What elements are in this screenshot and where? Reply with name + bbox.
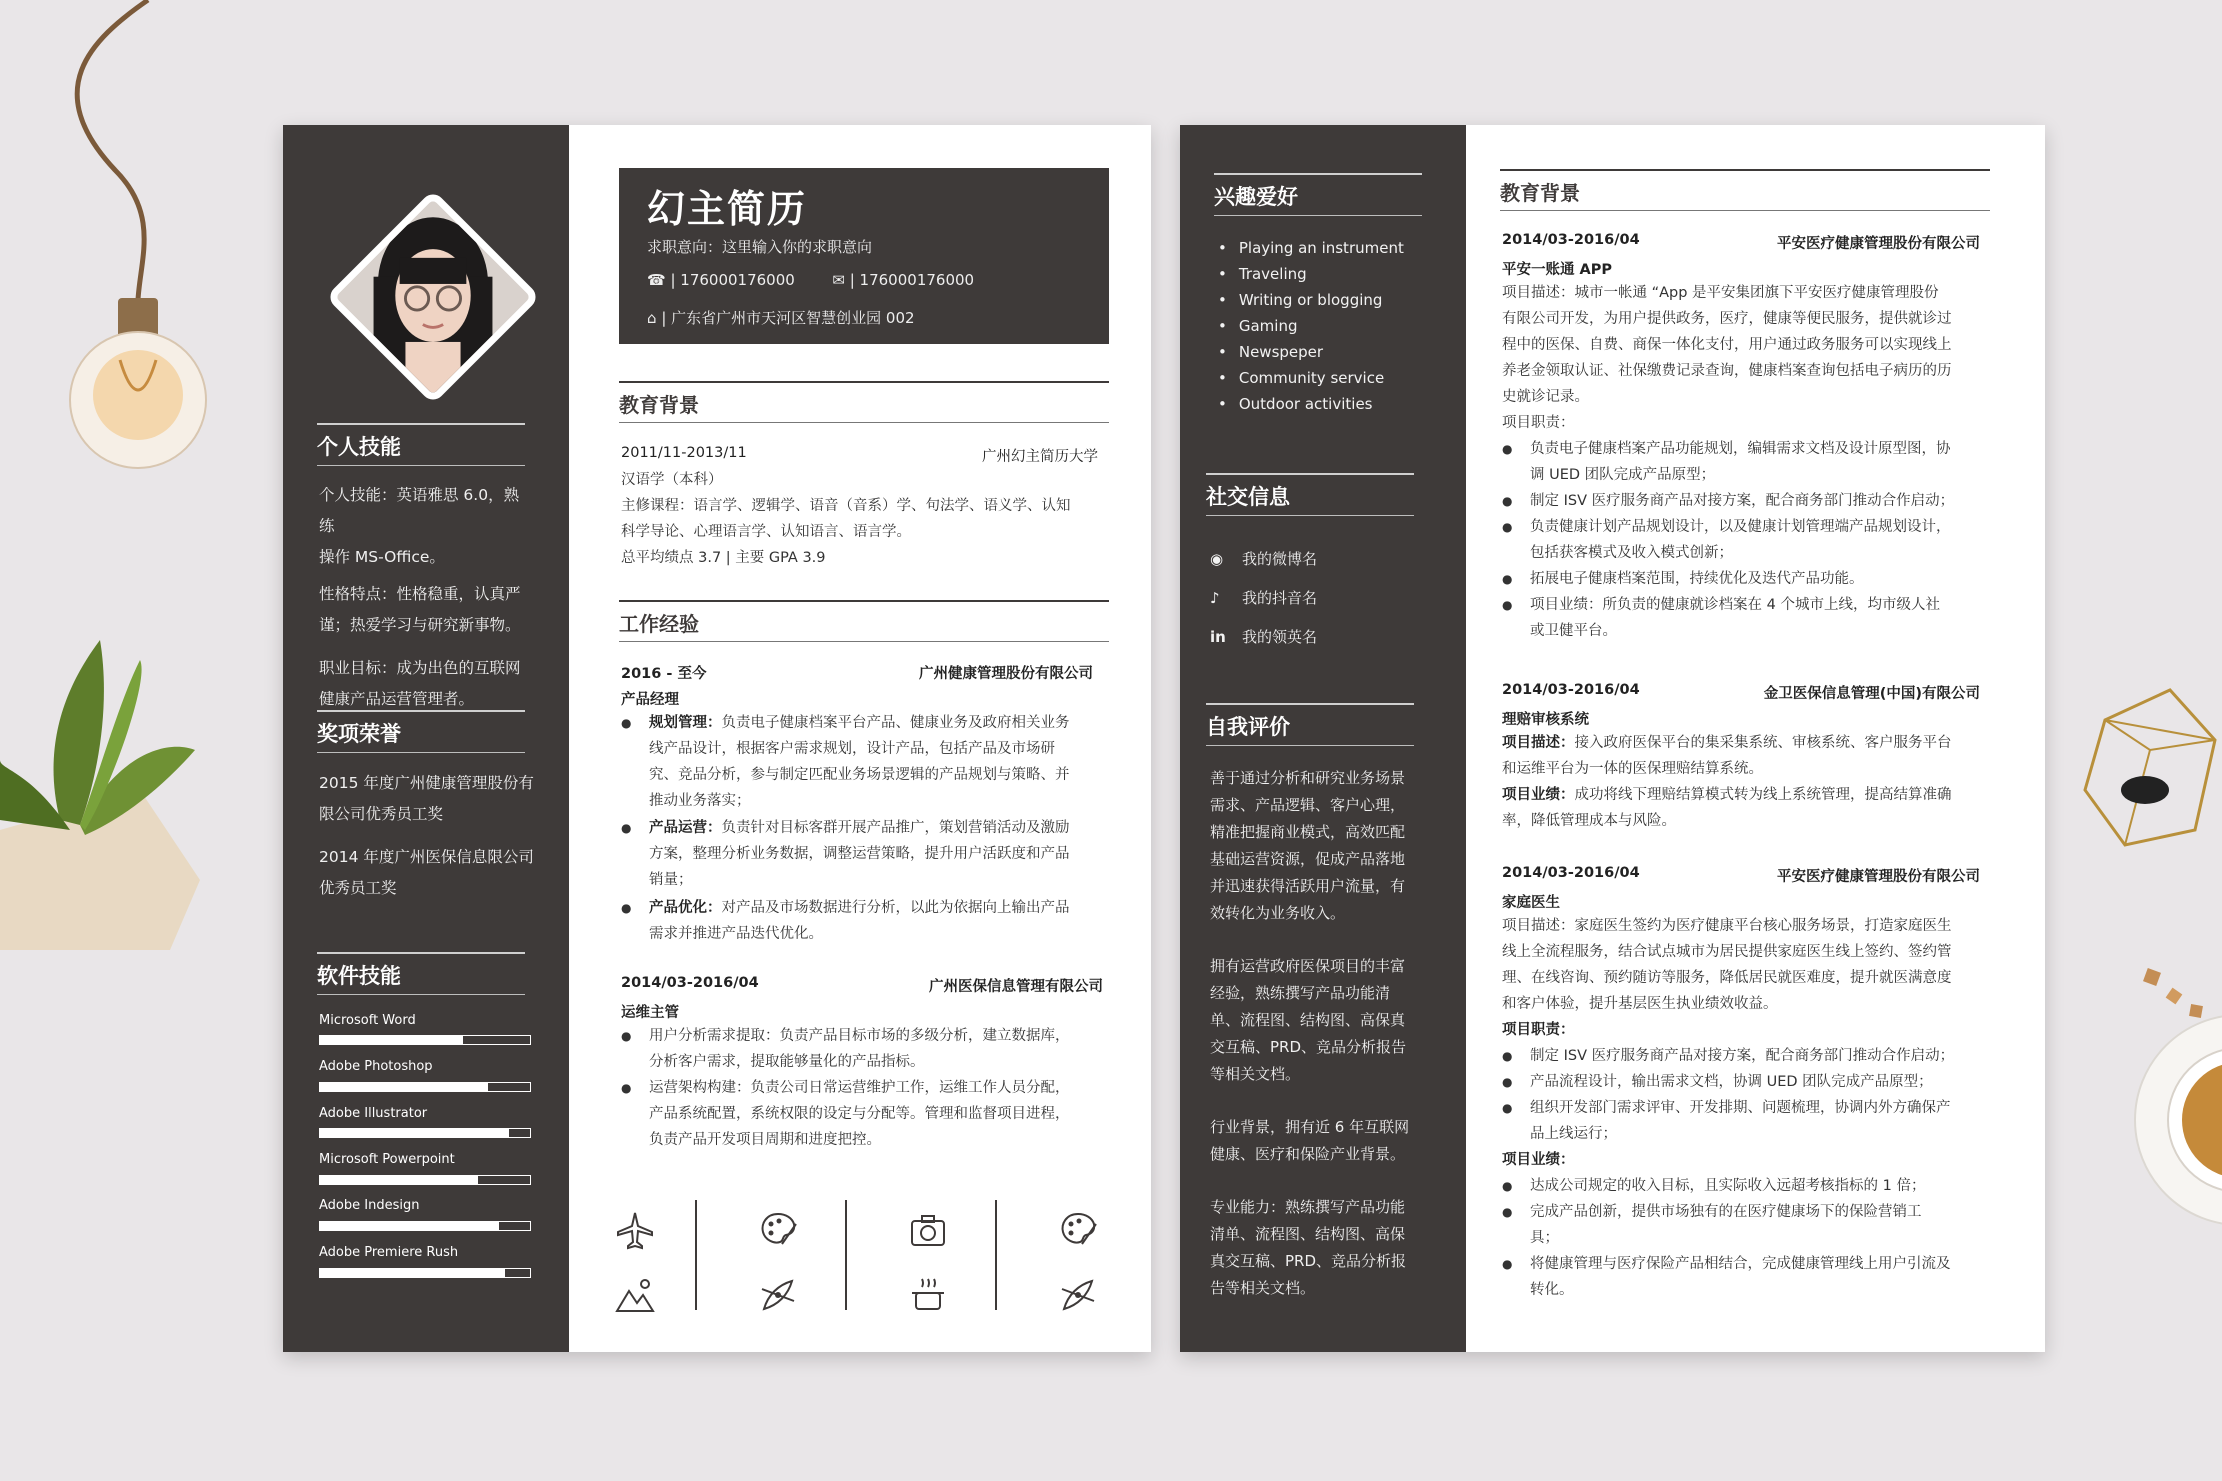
bullet-label: 规划管理：: [649, 715, 722, 731]
self-eval-line: 交互稿、PRD、竞品分析报告: [1210, 1038, 1407, 1056]
palette-icon: [758, 1210, 798, 1250]
left-sidebar: [283, 125, 569, 1352]
personality-line: 谨；热爱学习与研究新事物。: [319, 616, 521, 634]
desc-line: 项目描述：家庭医生签约为医疗健康平台核心服务场景，打造家庭医生: [1502, 918, 1952, 934]
bullet-label: 产品运营：: [649, 820, 722, 836]
bullet-text: ● 运营架构构建：负责公司日常运营维护工作，运维工作人员分配，: [649, 1080, 1070, 1096]
avatar: [326, 190, 541, 405]
social-heading: 社交信息: [1206, 473, 1414, 516]
project2-company: 金卫医保信息管理(中国)有限公司: [1763, 686, 1980, 702]
desc-line: 接入政府医保平台的集采集系统、审核系统、客户服务平台: [1574, 735, 1952, 751]
project3-result-bullet: [1502, 1199, 2000, 1251]
desc-line: 线上全流程服务，结合试点城市为居民提供家庭医生线上签约、签约管: [1502, 944, 1952, 960]
phone-number: | 176000176000: [670, 271, 795, 289]
job1-date: 2016 - 至今: [621, 666, 707, 682]
self-eval-line: 健康、医疗和保险产业背景。: [1210, 1145, 1406, 1163]
project1-description: [1502, 280, 1992, 436]
self-eval-line: 行业背景，拥有近 6 年互联网: [1210, 1118, 1410, 1136]
software-level-bar: [319, 1175, 531, 1185]
bullet-text: 分析客户需求，提取能够量化的产品指标。: [649, 1054, 925, 1070]
project3-name: 家庭医生: [1502, 895, 1560, 911]
job1-role: 产品经理: [621, 692, 679, 708]
bullet-text: ● 将健康管理与医疗保险产品相结合，完成健康管理线上用户引流及: [1530, 1256, 1951, 1272]
self-eval-line: 经验，熟练撰写产品功能清: [1210, 984, 1391, 1002]
project1-name: 平安一账通 APP: [1502, 262, 1613, 278]
awards-heading: 奖项荣誉: [317, 710, 525, 753]
project1-bullet: [1502, 514, 2000, 566]
self-eval-line: 清单、流程图、结构图、高保: [1210, 1225, 1406, 1243]
software-name: Adobe Indesign: [319, 1198, 420, 1213]
project3-result-bullet: [1502, 1173, 2000, 1199]
project3-bullet: [1502, 1095, 2000, 1147]
profile-photo-frame: [331, 195, 521, 385]
job1-bullet: [621, 815, 1119, 893]
self-eval-line: 需求、产品逻辑、客户心理，: [1210, 796, 1406, 814]
desc-label: 项目描述：: [1502, 735, 1575, 751]
self-eval-line: 单、流程图、结构图、高保真: [1210, 1011, 1406, 1029]
bullet-text: 或卫健平台。: [1530, 623, 1617, 639]
software-level-fill: [320, 1129, 509, 1137]
education-courses: 主修课程：语言学、逻辑学、语音（音系）学、句法学、语义学、认知: [621, 498, 1071, 514]
job2-role: 运维主管: [621, 1005, 679, 1021]
weibo-icon: ◉: [1210, 550, 1224, 568]
award-item: 限公司优秀员工奖: [319, 805, 444, 823]
software-level-fill: [320, 1083, 488, 1091]
desc-line: 理、在线咨询、预约随访等服务，降低居民就医难度，提升就医满意度: [1502, 970, 1952, 986]
social-weibo: [1210, 548, 1317, 569]
linkedin-icon: in: [1210, 628, 1226, 646]
project3-bullet: [1502, 1069, 2000, 1095]
goal-line: 职业目标：成为出色的互联网: [319, 659, 521, 677]
self-eval-line: 拥有运营政府医保项目的丰富: [1210, 957, 1406, 975]
bullet-text: ● 拓展电子健康档案范围，持续优化及迭代产品功能。: [1530, 571, 1864, 587]
software-level-bar: [319, 1268, 531, 1278]
coffee-cup-decor: [2090, 960, 2222, 1240]
project3-description: [1502, 913, 1992, 1043]
self-eval-line: 基础运营资源，促成产品落地: [1210, 850, 1406, 868]
bullet-text: 负责产品开发项目周期和进度把控。: [649, 1132, 881, 1148]
left-sidebar: [1180, 125, 1466, 1352]
result-line: 率，降低管理成本与风险。: [1502, 813, 1676, 829]
social-linkedin: [1210, 626, 1317, 647]
email-address: | 176000176000: [849, 271, 975, 289]
bullet-text: ● 负责健康计划产品规划设计，以及健康计划管理端产品规划设计，: [1530, 519, 1951, 535]
self-eval-line: 等相关文档。: [1210, 1065, 1301, 1083]
bullet-text: 转化。: [1530, 1282, 1574, 1298]
education-date: 2011/11-2013/11: [621, 445, 747, 461]
project1-company: 平安医疗健康管理股份有限公司: [1777, 236, 1980, 252]
bullet-text: 负责针对目标客群开展产品推广，策划营销活动及激励: [721, 820, 1070, 836]
self-eval-line: 效转化为业务收入。: [1210, 904, 1346, 922]
kayak-icon: [758, 1275, 798, 1315]
bullet-text: 对产品及市场数据进行分析，以此为依据向上输出产品: [721, 900, 1070, 916]
linkedin-name: 我的领英名: [1242, 628, 1318, 646]
bullet-text: 销量；: [649, 872, 693, 888]
bullet-text: 调 UED 团队完成产品原型；: [1530, 467, 1716, 483]
project1-bullet: [1502, 592, 2000, 644]
tiktok-icon: ♪: [1210, 589, 1220, 607]
project3-company: 平安医疗健康管理股份有限公司: [1777, 869, 1980, 885]
hobby-icons: [613, 1200, 1113, 1335]
bullet-text: ● 达成公司规定的收入目标，且实际收入远超考核指标的 1 倍；: [1530, 1178, 1926, 1194]
software-name: Adobe Premiere Rush: [319, 1245, 459, 1260]
social-douyin: [1210, 587, 1317, 608]
personality-line: 性格特点：性格稳重，认真严: [319, 585, 521, 603]
resume-page-1: [283, 125, 1151, 1352]
work-heading: 工作经验: [619, 600, 1109, 642]
hobby-item: • Writing or blogging: [1218, 291, 1382, 309]
education-school: 广州幻主简历大学: [982, 449, 1098, 465]
bullet-text: 产品系统配置，系统权限的设定与分配等。管理和监督项目进程，: [649, 1106, 1070, 1122]
self-eval-line: 善于通过分析和研究业务场景: [1210, 769, 1406, 787]
desc-line: 和客户体验，提升基层医生执业绩效收益。: [1502, 996, 1778, 1012]
phone-icon: ☎: [647, 271, 666, 289]
hobby-item: • Newspeper: [1218, 343, 1323, 361]
bullet-text: 具；: [1530, 1230, 1559, 1246]
divider: [695, 1200, 697, 1310]
potted-plant-decor: [0, 620, 200, 950]
contact-line: [647, 271, 974, 289]
job-intent: 求职意向：这里输入你的求职意向: [647, 238, 873, 256]
hobbies-heading: 兴趣爱好: [1214, 173, 1422, 216]
job2-bullet: [621, 1075, 1119, 1153]
software-name: Adobe Illustrator: [319, 1106, 428, 1121]
mail-icon: ✉: [832, 271, 845, 289]
project3-date: 2014/03-2016/04: [1502, 865, 1640, 881]
bullet-text: ● 产品流程设计，输出需求文档，协调 UED 团队完成产品原型；: [1530, 1074, 1933, 1090]
self-eval-heading: 自我评价: [1206, 703, 1414, 746]
desc-line: 史就诊记录。: [1502, 389, 1589, 405]
education-major: 汉语学（本科）: [621, 472, 723, 488]
hobby-item: • Outdoor activities: [1218, 395, 1373, 413]
result-line: 成功将线下理赔结算模式转为线上系统管理，提高结算准确: [1574, 787, 1952, 803]
software-level-bar: [319, 1128, 531, 1138]
candle-holder-decor: [2075, 680, 2222, 855]
self-eval-line: 专业能力：熟练撰写产品功能: [1210, 1198, 1406, 1216]
result-label: 项目业绩：: [1502, 787, 1575, 803]
home-icon: ⌂: [647, 309, 657, 327]
bullet-text: ● 制定 ISV 医疗服务商产品对接方案，配合商务部门推动合作启动；: [1530, 1048, 1955, 1064]
bullet-text: 需求并推进产品迭代优化。: [649, 926, 823, 942]
project2-name: 理赔审核系统: [1502, 712, 1589, 728]
job2-bullet: [621, 1023, 1119, 1075]
hobby-item: • Gaming: [1218, 317, 1297, 335]
education-courses: 科学导论、心理语言学、认知语言、语言学。: [621, 524, 911, 540]
software-level-fill: [320, 1269, 505, 1277]
desc-line: 项目描述：城市一帐通 “App 是平安集团旗下平安医疗健康管理股份: [1502, 285, 1939, 301]
hobby-item: • Playing an instrument: [1218, 239, 1404, 257]
duty-label: 项目职责：: [1502, 1022, 1575, 1038]
hobby-item: • Community service: [1218, 369, 1384, 387]
skills-line: 个人技能：英语雅思 6.0，熟练: [319, 486, 520, 535]
palette-icon: [1058, 1210, 1098, 1250]
skills-heading: 个人技能: [317, 423, 525, 466]
airplane-icon: [615, 1210, 655, 1250]
project1-bullet: [1502, 566, 2000, 592]
project1-bullet: [1502, 436, 2000, 488]
software-level-fill: [320, 1176, 478, 1184]
address-line: [647, 307, 915, 328]
job2-company: 广州医保信息管理有限公司: [929, 979, 1103, 995]
desc-line: 和运维平台为一体的医保理赔结算系统。: [1502, 761, 1763, 777]
education-details: [621, 467, 1111, 571]
bullet-text: 包括获客模式及收入模式创新；: [1530, 545, 1733, 561]
self-eval-line: 精准把握商业模式，高效匹配: [1210, 823, 1406, 841]
desc-line: 养老金领取认证、社保缴费记录查询，健康档案查询包括电子病历的历: [1502, 363, 1952, 379]
software-name: Microsoft Powerpoint: [319, 1152, 455, 1167]
awards-list: [319, 768, 534, 904]
hobby-item: • Traveling: [1218, 265, 1307, 283]
software-heading: 软件技能: [317, 952, 525, 995]
software-name: Microsoft Word: [319, 1013, 416, 1028]
job1-company: 广州健康管理股份有限公司: [919, 666, 1093, 682]
bullet-text: 推动业务落实；: [649, 793, 751, 809]
award-item: 2015 年度广州健康管理股份有: [319, 774, 534, 792]
kayak-icon: [1058, 1275, 1098, 1315]
home-address: | 广东省广州市天河区智慧创业园 002: [661, 309, 915, 327]
cooking-pot-icon: [908, 1275, 948, 1315]
goal-line: 健康产品运营管理者。: [319, 690, 475, 708]
bullet-text: ● 组织开发部门需求评审、开发排期、问题梳理，协调内外方确保产: [1530, 1100, 1951, 1116]
software-level-bar: [319, 1082, 531, 1092]
self-eval-text: [1210, 765, 1432, 1302]
camera-icon: [908, 1210, 948, 1250]
desc-line: 程中的医保、自费、商保一体化支付，用户通过政务服务可以实现线上: [1502, 337, 1952, 353]
education-heading: 教育背景: [619, 381, 1109, 423]
divider: [995, 1200, 997, 1310]
duty-label: 项目职责：: [1502, 415, 1575, 431]
desc-line: 有限公司开发，为用户提供政务，医疗，健康等便民服务，提供就诊过: [1502, 311, 1952, 327]
software-level-fill: [320, 1036, 463, 1044]
project2-date: 2014/03-2016/04: [1502, 682, 1640, 698]
bullet-text: ● 用户分析需求提取：负责产品目标市场的多级分析，建立数据库，: [649, 1028, 1070, 1044]
hanging-bulb-decor: [20, 0, 220, 510]
job2-date: 2014/03-2016/04: [621, 975, 759, 991]
job1-bullet: [621, 710, 1119, 814]
education-gpa: 总平均绩点 3.7 | 主要 GPA 3.9: [621, 550, 826, 566]
bullet-text: ● 完成产品创新，提供市场独有的在医疗健康场下的保险营销工: [1530, 1204, 1922, 1220]
self-eval-line: 告等相关文档。: [1210, 1279, 1316, 1297]
project2-description: [1502, 730, 1992, 834]
bullet-text: ● 制定 ISV 医疗服务商产品对接方案，配合商务部门推动合作启动；: [1530, 493, 1955, 509]
project1-date: 2014/03-2016/04: [1502, 232, 1640, 248]
bullet-text: 方案，整理分析业务数据，调整运营策略，提升用户活跃度和产品: [649, 846, 1070, 862]
award-item: 优秀员工奖: [319, 879, 397, 897]
douyin-name: 我的抖音名: [1242, 589, 1318, 607]
project3-bullet: [1502, 1043, 2000, 1069]
result-label: 项目业绩：: [1502, 1152, 1575, 1168]
bullet-text: ● 负责电子健康档案产品功能规划，编辑需求文档及设计原型图，协: [1530, 441, 1951, 457]
resume-header: [619, 168, 1109, 344]
bullet-text: 品上线运行；: [1530, 1126, 1617, 1142]
self-eval-line: 并迅速获得活跃用户流量，有: [1210, 877, 1406, 895]
skills-line: 操作 MS-Office。: [319, 548, 445, 566]
mountain-icon: [615, 1275, 655, 1315]
weibo-name: 我的微博名: [1242, 550, 1318, 568]
project3-result-bullet: [1502, 1251, 2000, 1303]
software-level-bar: [319, 1221, 531, 1231]
bullet-label: 产品优化：: [649, 900, 722, 916]
award-item: 2014 年度广州医保信息限公司: [319, 848, 534, 866]
software-level-bar: [319, 1035, 531, 1045]
job1-bullet: [621, 895, 1119, 947]
bullet-text: 究、竞品分析，参与制定匹配业务场景逻辑的产品规划与策略、并: [649, 767, 1070, 783]
resume-title: 幻主简历: [647, 187, 808, 231]
project1-bullet: [1502, 488, 2000, 514]
bullet-text: 负责电子健康档案平台产品、健康业务及政府相关业务: [721, 715, 1070, 731]
software-name: Adobe Photoshop: [319, 1059, 433, 1074]
resume-page-2: [1180, 125, 2045, 1352]
software-level-fill: [320, 1222, 499, 1230]
divider: [845, 1200, 847, 1310]
projects-heading: 教育背景: [1500, 169, 1990, 211]
bullet-text: 线产品设计，根据客户需求规划，设计产品，包括产品及市场研: [649, 741, 1055, 757]
self-eval-line: 真交互稿、PRD、竞品分析报: [1210, 1252, 1407, 1270]
skills-text: [319, 480, 534, 715]
bullet-text: ● 项目业绩：所负责的健康就诊档案在 4 个城市上线，均市级人社: [1530, 597, 1940, 613]
